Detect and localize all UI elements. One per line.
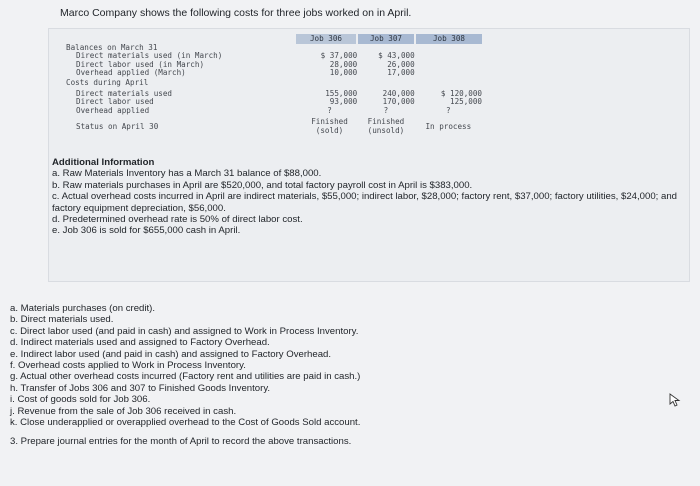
row-label: Direct labor used (in March) xyxy=(76,59,205,69)
row-value-job-306 xyxy=(294,79,350,87)
row-value-job-307: 17,000 xyxy=(387,68,415,78)
row-value-job-306: ? xyxy=(327,105,332,115)
status-job-307 xyxy=(357,118,414,136)
mouse-cursor-icon xyxy=(669,393,681,407)
header-job-306: Job 306 xyxy=(296,34,356,44)
row-value-job-307: ? xyxy=(383,105,389,115)
row-value-job-306: 93,000 xyxy=(329,97,358,107)
transactions-list xyxy=(10,303,670,448)
additional-item: e. Job 306 is sold for $655,000 cash in April. xyxy=(52,225,241,237)
row-value-job-308: 125,000 xyxy=(450,97,483,107)
row-value-job-306: 28,000 xyxy=(329,59,358,69)
additional-item: a. Raw Materials Inventory has a March 31 balance of $88,000. xyxy=(52,168,322,180)
status-job-307-line2: (unsold) xyxy=(367,125,405,135)
row-value-job-307: 170,000 xyxy=(382,97,415,107)
table-row xyxy=(66,107,482,115)
transaction-item: d. Indirect materials used and assigned to Factory Overhead. xyxy=(10,337,270,349)
question-text: 3. Prepare journal entries for the month of April to record the above transactions. xyxy=(10,436,352,448)
row-label: Balances on March 31 xyxy=(66,43,158,52)
transaction-items xyxy=(10,303,670,428)
row-value-job-308 xyxy=(408,44,476,52)
additional-item: d. Predetermined overhead rate is 50% of direct labor cost. xyxy=(52,214,303,226)
table-body xyxy=(66,44,482,115)
transaction-item: h. Transfer of Jobs 306 and 307 to Finished Goods Inventory. xyxy=(10,382,271,394)
row-value-job-308 xyxy=(415,61,482,69)
row-value-job-308: $ 120,000 xyxy=(440,88,483,98)
row-value-job-306: 10,000 xyxy=(329,68,358,78)
additional-title: Additional Information xyxy=(52,157,155,168)
row-value-job-308: ? xyxy=(446,105,451,115)
row-value-job-307: $ 43,000 xyxy=(378,51,415,61)
header-job-307: Job 307 xyxy=(358,34,414,44)
row-label: Direct materials used (in March) xyxy=(76,51,223,61)
transaction-item: b. Direct materials used. xyxy=(10,314,114,326)
status-label: Status on April 30 xyxy=(76,122,159,132)
row-value-job-307: 26,000 xyxy=(387,59,415,69)
row-value-job-308 xyxy=(408,79,476,87)
row-value-job-306: 155,000 xyxy=(325,88,358,98)
row-value-job-307 xyxy=(350,79,408,87)
transaction-item: k. Close underapplied or overapplied overhead to the Cost of Goods Sold account. xyxy=(10,417,361,429)
row-label: Costs during April xyxy=(66,77,149,87)
row-value-job-306: $ 37,000 xyxy=(320,51,358,61)
row-value-job-308 xyxy=(415,52,482,60)
transaction-item: f. Overhead costs applied to Work in Process Inventory. xyxy=(10,360,246,372)
status-job-308-line1: In process xyxy=(425,122,472,132)
additional-items xyxy=(52,168,682,236)
header-job-308: Job 308 xyxy=(416,34,482,44)
transaction-item: c. Direct labor used (and paid in cash) and assigned to Work in Process Inventory. xyxy=(10,325,359,337)
row-label: Overhead applied (March) xyxy=(76,68,186,78)
intro-text: Marco Company shows the following costs for three jobs worked on in April. xyxy=(60,7,412,19)
table-row xyxy=(66,79,482,87)
transaction-item: g. Actual other overhead costs incurred (Factory rent and utilities are paid in cash.) xyxy=(10,371,361,383)
transaction-item: a. Materials purchases (on credit). xyxy=(10,303,156,314)
additional-item: b. Raw materials purchases in April are $520,000, and total factory payroll cost in April is $383,000. xyxy=(52,179,473,191)
status-job-307-line1: Finished xyxy=(367,117,405,127)
row-value-job-308 xyxy=(415,69,482,77)
job-cost-table xyxy=(66,34,482,136)
status-job-306-line1: Finished xyxy=(311,117,348,127)
table-row-status xyxy=(66,118,482,136)
table-row xyxy=(66,69,482,77)
status-job-306 xyxy=(302,118,357,136)
transaction-item: j. Revenue from the sale of Job 306 received in cash. xyxy=(10,405,237,417)
status-job-306-line2: (sold) xyxy=(315,125,344,135)
transaction-item: i. Cost of goods sold for Job 306. xyxy=(10,394,151,406)
status-job-308 xyxy=(415,118,482,136)
row-label: Direct labor used xyxy=(76,97,154,107)
table-header xyxy=(296,34,482,44)
additional-information xyxy=(52,157,682,237)
row-label: Direct materials used xyxy=(76,88,173,98)
additional-item: c. Actual overhead costs incurred in April are indirect materials, $55,000; indirect labor, $28,000; factory rent, $37,000; factory utilities, $24,000; and factory equipment depreciation, $56,000. xyxy=(52,191,678,214)
row-label: Overhead applied xyxy=(76,105,150,115)
row-value-job-307: 240,000 xyxy=(382,88,415,98)
transaction-item: e. Indirect labor used (and paid in cash) and assigned to Factory Overhead. xyxy=(10,348,332,360)
